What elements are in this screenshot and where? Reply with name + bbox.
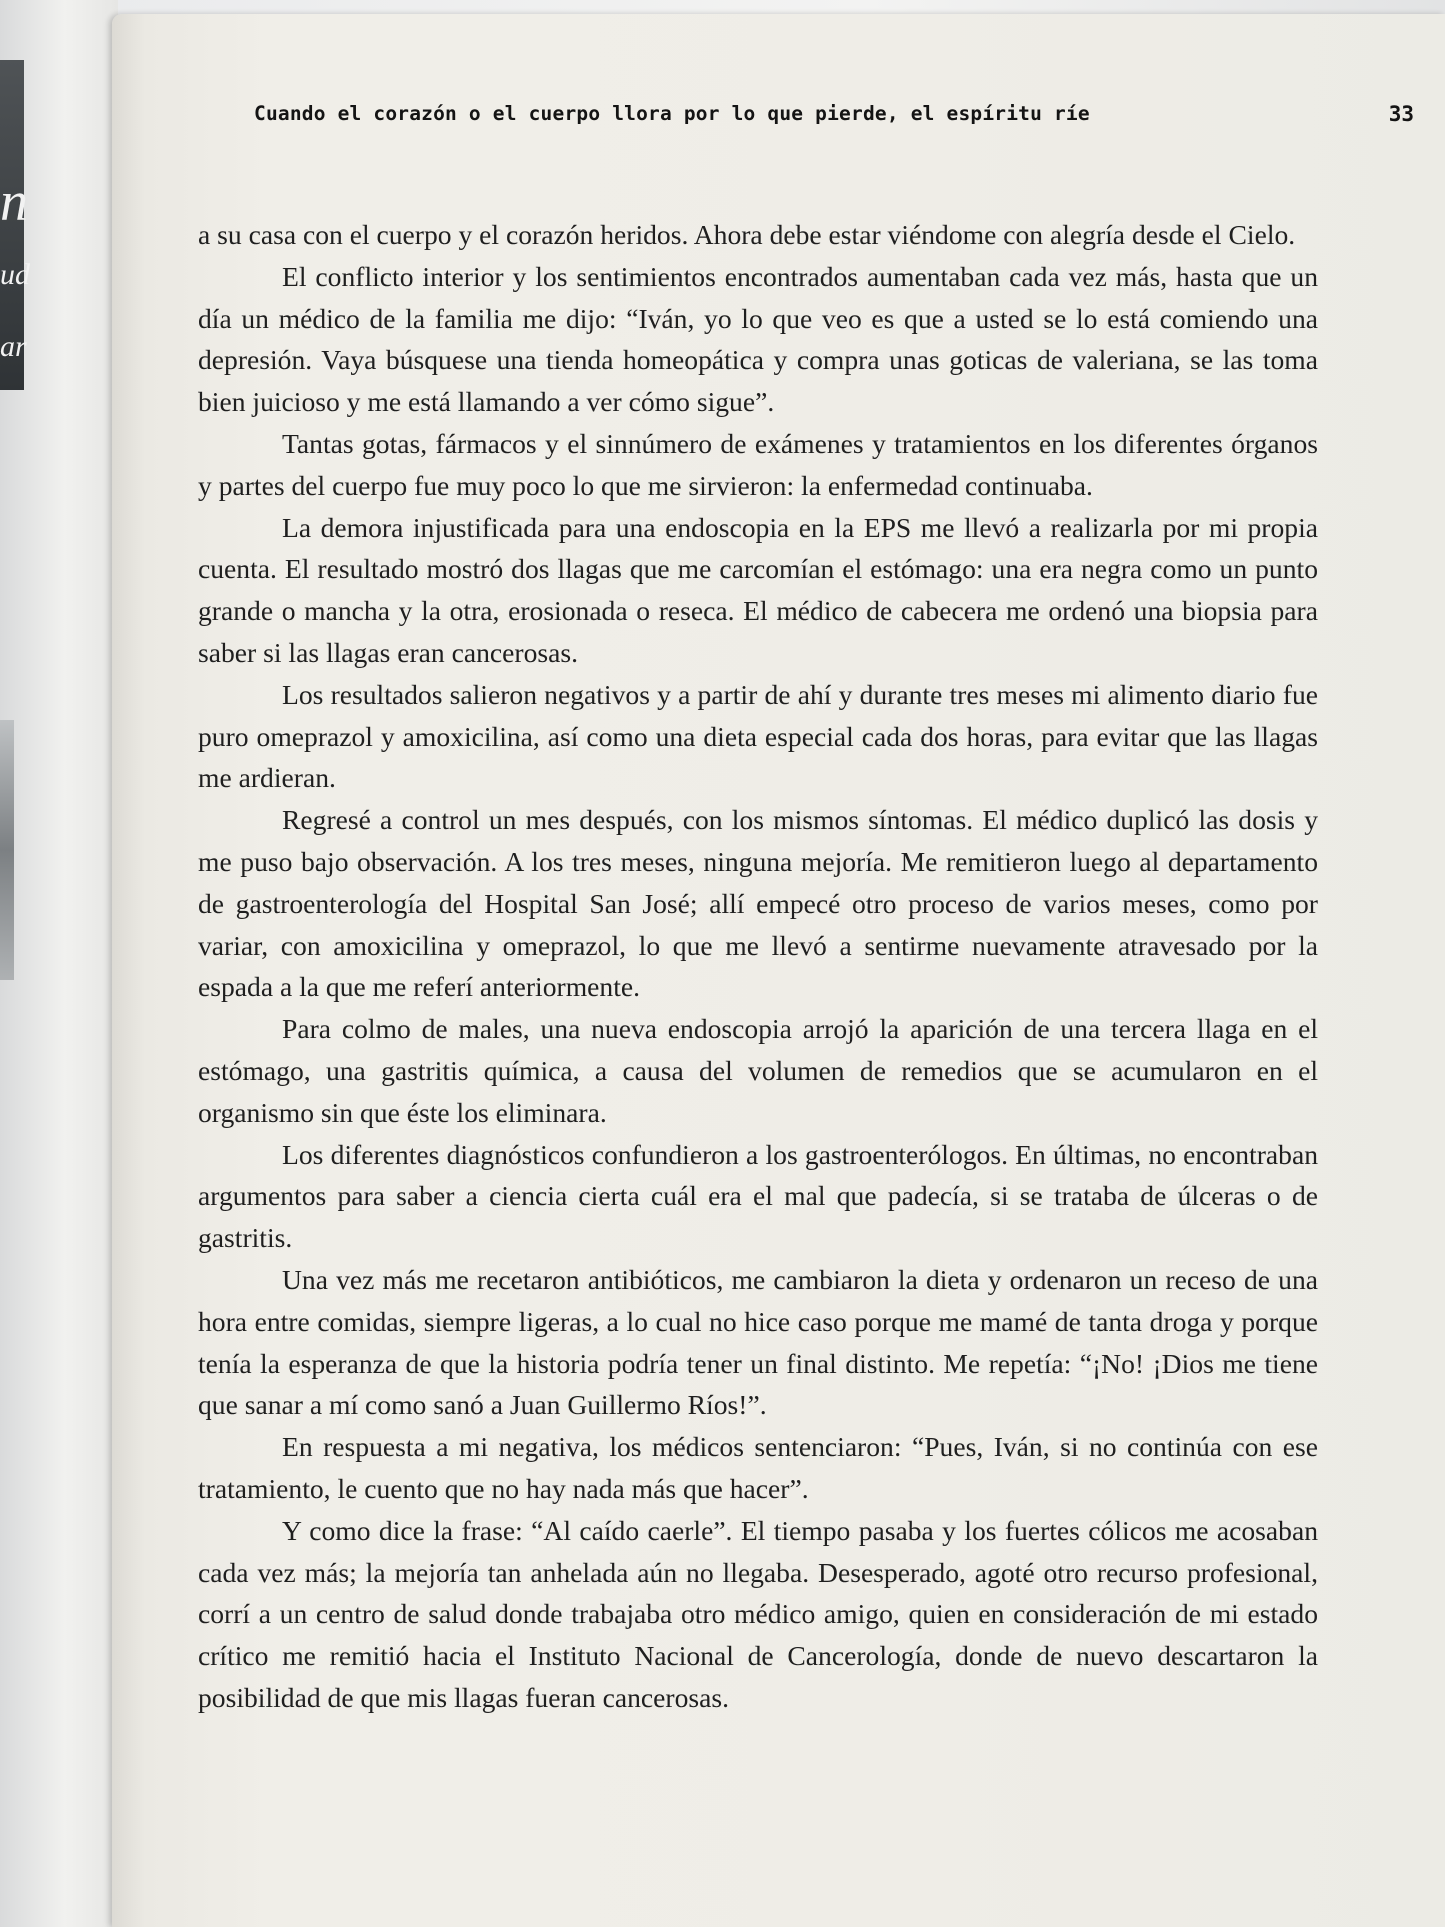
paragraph: La demora injustificada para una endoscopia en la EPS me llevó a realizarla por mi propia cuenta. El resultado mostró dos llagas que me carcomían el estómago: una era negra como un punto grande o mancha y la otra, erosionada o reseca. El médico de cabecera me ordenó una biopsia para saber si las llagas eran cancerosas. [198,511,1318,668]
paragraph: a su casa con el cuerpo y el corazón heridos. Ahora debe estar viéndome con alegría desde el Cielo. [198,219,1296,250]
paragraph: Tantas gotas, fármacos y el sinnúmero de exámenes y tratamientos en los diferentes órganos y partes del cuerpo fue muy poco lo que me sirvieron: la enfermedad continuaba. [198,427,1318,501]
paragraph: En respuesta a mi negativa, los médicos sentenciaron: “Pues, Iván, si no continúa con ese tratamiento, le cuento que no hay nada más que hacer”. [198,1431,1318,1504]
paragraph: El conflicto interior y los sentimientos encontrados aumentaban cada vez más, hasta que un día un médico de la familia me dijo: “Iván, yo lo que veo es que a usted se lo está comiendo una depresión. Vaya búsquese una tienda homeopática y compra unas goticas de valeriana, se las toma bien juicioso y me está llamando a ver cómo sigue”. [198,260,1318,418]
facing-page-fragment: ar [0,330,27,363]
paragraph: Y como dice la frase: “Al caído caerle”. El tiempo pasaba y los fuertes cólicos me acosaban cada vez más; la mejoría tan anhelada aún no llegaba. Desesperado, agoté otro recurso profesional, corrí a un centro de salud donde trabajaba otro médico amigo, quien en consideración de mi estado crítico me remitió hacia el Instituto Nacional de Cancerología, donde de nuevo descartaron la posibilidad de que mis llagas fueran cancerosas. [198,1514,1318,1713]
facing-page-edge [0,0,118,1927]
paragraph: Para colmo de males, una nueva endoscopia arrojó la aparición de una tercera llaga en el estómago, una gastritis química, a causa del volumen de remedios que se acumularon en el organismo sin que éste los eliminara. [198,1013,1318,1128]
facing-page-fragment: ud [0,258,30,291]
facing-page-photo [0,720,14,980]
facing-page-fragment: n [0,171,28,233]
book-page [112,14,1445,1927]
paragraph: Los resultados salieron negativos y a partir de ahí y durante tres meses mi alimento diario fue puro omeprazol y amoxicilina, así como una dieta especial cada dos horas, para evitar que las llagas me ardieran. [198,678,1318,794]
page-header [254,102,1414,142]
paragraph: Los diferentes diagnósticos confundieron a los gastroenterólogos. En últimas, no encontraban argumentos para saber a ciencia cierta cuál era el mal que padecía, si se trataba de úlceras o de gastritis. [198,1138,1318,1254]
paragraph: Una vez más me recetaron antibióticos, me cambiaron la dieta y ordenaron un receso de una hora entre comidas, siempre ligeras, a lo cual no hice caso porque me mamé de tanta droga y porque tenía la esperanza de que la historia podría tener un final distinto. Me repetía: “¡No! ¡Dios me tiene que sanar a mí como sanó a Juan Guillermo Ríos!”. [198,1263,1318,1421]
running-head: Cuando el corazón o el cuerpo llora por lo que pierde, el espíritu ríe [254,102,1090,125]
page-number: 33 [1388,102,1414,126]
paragraph: Regresé a control un mes después, con los mismos síntomas. El médico duplicó las dosis y me puso bajo observación. A los tres meses, ninguna mejoría. Me remitieron luego al departamento de gastroenterología del Hospital San José; allí empecé otro proceso de varios meses, como por variar, con amoxicilina y omeprazol, lo que me llevó a sentirme nuevamente atravesado por la espada a la que me referí anteriormente. [198,804,1318,1003]
body-text [198,214,1318,1719]
